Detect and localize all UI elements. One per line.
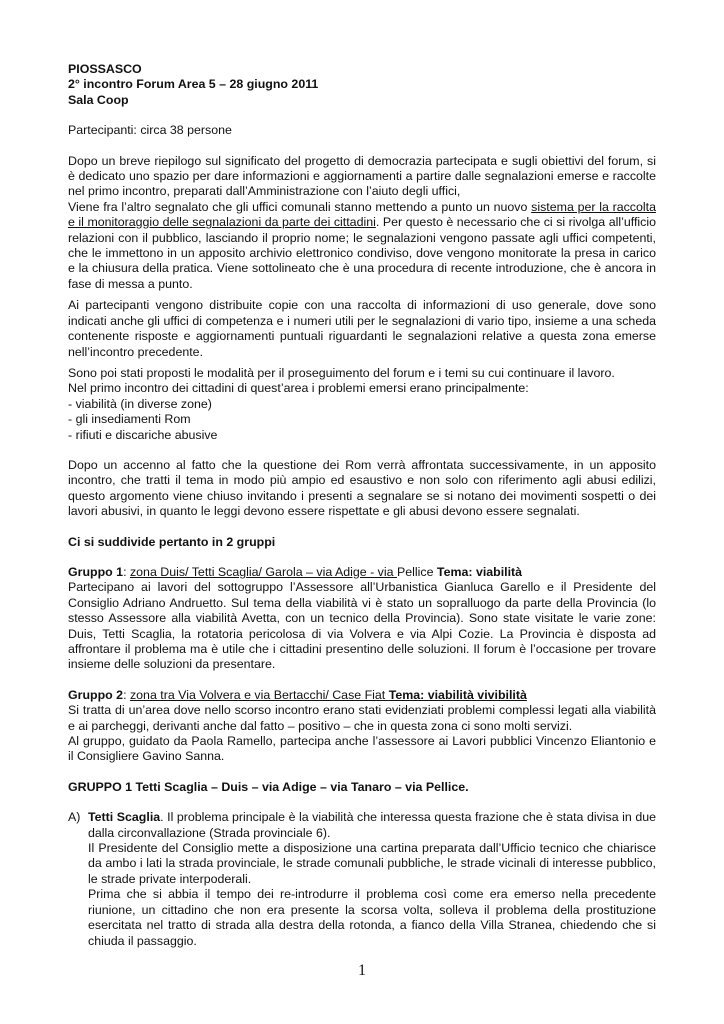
- item-paragraph-1: [88, 810, 656, 841]
- group1-text: Partecipano ai lavori del sottogruppo l’Assessore all’Urbanistica Gianluca Garello e il Presidente del Consiglio Adriano Andruetto. Sul tema della viabilità vi è stato un sopralluogo da parte della Provincia (lo stesso Assessore alla viabilità Avetta, con un tecnico della Provincia). Sono state visitate le varie zone: Duis, Tetti Scaglia, la rotatoria pericolosa di via Volvera e via Alpi Cozie. La Provincia è disposta ad affrontare il problema ma è utile che i cittadini presentino delle soluzioni. Il forum è l’occasione per trovare insieme delle soluzioni da presentare.: [68, 580, 656, 672]
- intro-paragraph-4-line2: Nel primo incontro dei cittadini di quest’area i problemi emersi erano principalmente:: [68, 381, 529, 396]
- intro-p2-start: Viene fra l’altro segnalato che gli uffici comunali stanno mettendo a punto un nuovo: [68, 199, 532, 214]
- split-heading: Ci si suddivide pertanto in 2 gruppi: [68, 534, 276, 549]
- group2-label: Gruppo 2: [68, 687, 124, 702]
- group1-theme: Tema: viabilità: [436, 564, 523, 579]
- group1-zone: zona Duis/ Tetti Scaglia/ Garola – via Adige - via: [129, 564, 397, 579]
- document-header: [68, 62, 656, 108]
- intro-p2-end: . Per questo è necessario che ci si rivolga all’ufficio relazioni con il pubblico, lasciando il proprio nome; le segnalazioni vengono passate agli uffici competenti, che le immettono in un apposito archivio elettronico condiviso, dove vengono monitorate la presa in carico e la chiusura della pratica. Viene sottolineato che è una procedura di recente introduzione, che è ancora in fase di messa a punto.: [68, 215, 656, 291]
- list-item: - rifiuti e discariche abusive: [68, 427, 218, 442]
- item-paragraph-3: Prima che si abbia il tempo dei re-introdurre il problema così come era emerso nella precedente riunione, un cittadino che non era presente la scorsa volta, solleva il problema della prostituzione esercitata nel tratto di strada alla destra della rotonda, a fianco della Villa Stranea, chiedendo che si chiuda il passaggio.: [88, 887, 656, 948]
- group1-title-line: [68, 565, 656, 580]
- intro-p2-underlined: sistema per la raccolta e il monitoraggio delle segnalazioni da parte dei cittadini: [68, 199, 656, 230]
- header-town: PIOSSASCO: [68, 62, 142, 76]
- list-item: - gli insediamenti Rom: [68, 412, 191, 427]
- group2-text-2: Al gruppo, guidato da Paola Ramello, partecipa anche l’assessore ai Lavori pubblici Vincenzo Eliantonio e il Consigliere Gavino Sanna.: [68, 734, 656, 764]
- issues-list: [68, 397, 656, 443]
- intro-paragraph-4-line1: Sono poi stati proposti le modalità per il proseguimento del forum e i temi su cui continuare il lavoro.: [68, 365, 615, 380]
- item-text-1: . Il problema principale è la viabilità che interessa questa frazione che è stata divisa in due dalla circonvallazione (Strada provinciale 6).: [88, 810, 656, 840]
- participants-line: Partecipanti: circa 38 persone: [68, 123, 232, 138]
- header-meeting: 2° incontro Forum Area 5 – 28 giugno 2011: [68, 77, 319, 92]
- intro-paragraph-3: Ai partecipanti vengono distribuite copie con una raccolta di informazioni di uso generale, dove sono indicati anche gli uffici di competenza e i numeri utili per le segnalazioni di vario tipo, insieme a una scheda contenente risposte e aggiornamenti puntuali riguardanti le segnalazioni relative a questa zona emerse nell’incontro precedente.: [68, 298, 656, 359]
- list-item: - viabilità (in diverse zone): [68, 396, 212, 411]
- group2-summary: [68, 688, 656, 765]
- group2-title-line: [68, 688, 656, 703]
- group2-text-1: Si tratta di un’area dove nello scorso incontro erano stati evidenziati problemi complessi legati alla viabilità e ai parcheggi, derivanti anche dal fatto – positivo – che in questa zona ci sono molti servizi.: [68, 703, 656, 733]
- group1-section-heading: GRUPPO 1 Tetti Scaglia – Duis – via Adige – via Tanaro – via Pellice.: [68, 779, 469, 794]
- page-number: 1: [358, 962, 366, 979]
- group2-theme: Tema: viabilità vivibilità: [388, 687, 527, 702]
- group2-zone: zona tra Via Volvera e via Bertacchi/ Case Fiat: [129, 687, 389, 702]
- group2-sep: :: [123, 687, 130, 702]
- list-item: [68, 810, 656, 949]
- intro-paragraph-1: Dopo un breve riepilogo sul significato del progetto di democrazia partecipata e sugli obiettivi del forum, si è dedicato uno spazio per dare informazioni e aggiornamenti a partire dalle segnalazioni emerse e raccolte nel primo incontro, preparati dall’Amministrazione con l’aiuto degli uffici,: [68, 153, 656, 199]
- header-venue: Sala Coop: [68, 92, 129, 107]
- intro-paragraph-5: Dopo un accenno al fatto che la questione dei Rom verrà affrontata successivamente, in un apposito incontro, che tratti il tema in modo più ampio ed esaustivo e non solo con riferimento agli abusi edilizi, questo argomento viene chiuso invitando i presenti a segnalare se si notano dei movimenti sospetti o dei lavori abusivi, in quanto le leggi devono essere rispettate e gli abusi devono essere segnalati.: [68, 457, 656, 519]
- group1-zone-end: Pellice: [396, 564, 437, 579]
- item-title: Tetti Scaglia: [88, 810, 161, 825]
- item-label: A): [68, 810, 81, 825]
- group1-label: Gruppo 1: [68, 564, 124, 579]
- intro-paragraph-2: [68, 200, 656, 292]
- item-paragraph-2: Il Presidente del Consiglio mette a disposizione una cartina preparata dall’Ufficio tecnico che chiarisce da ambo i lati la strada provinciale, le strade comunali pubbliche, le strade vicinali di interesse pubblico, le strade private interpoderali.: [88, 841, 656, 886]
- group1-summary: [68, 565, 656, 673]
- group1-sep: :: [123, 564, 130, 579]
